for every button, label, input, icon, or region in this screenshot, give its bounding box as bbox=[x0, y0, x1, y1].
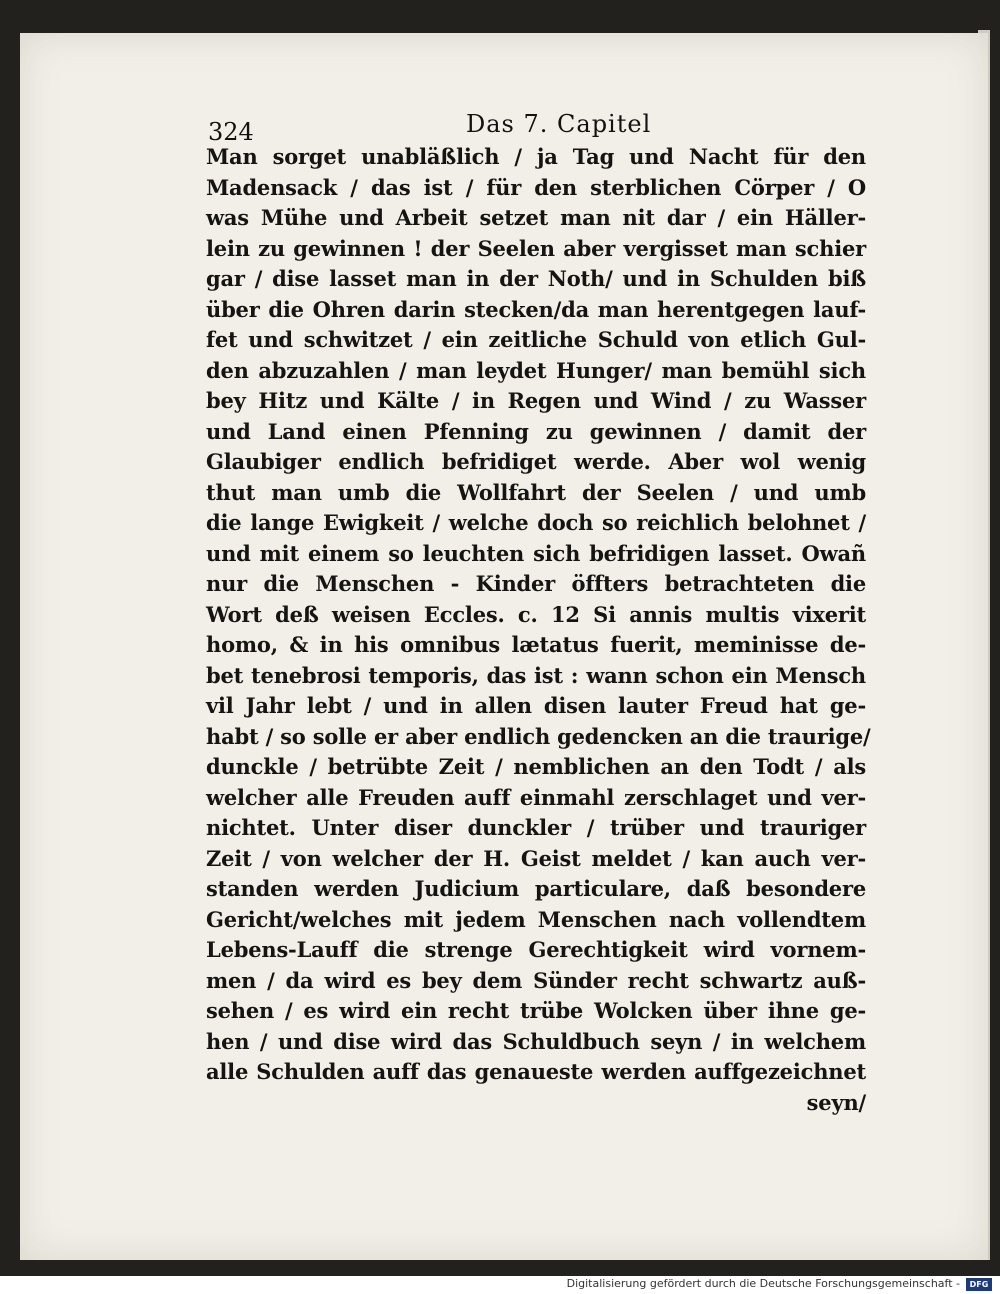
text-line: gar / dise lasset man in der Noth/ und in Schulden biß bbox=[206, 266, 866, 291]
text-line: alle Schulden auff das genaueste werden auffgezeichnet bbox=[206, 1059, 866, 1084]
text-line: lein zu gewinnen ! der Seelen aber vergisset man schier bbox=[206, 235, 866, 261]
page-number: 324 bbox=[208, 118, 254, 146]
text-line: Glaubiger endlich befridiget werde. Aber wol wenig bbox=[206, 449, 866, 474]
text-line: was Mühe und Arbeit setzet man nit dar / ein Häller- bbox=[206, 205, 866, 230]
text-line: dunckle / betrübte Zeit / nemblichen an den Todt / als bbox=[206, 754, 866, 779]
text-line: seyn/ bbox=[806, 1089, 866, 1115]
text-line: Lebens-Lauff die strenge Gerechtigkeit wird vornem- bbox=[206, 937, 866, 962]
footer-credit: Digitalisierung gefördert durch die Deutsche Forschungsgemeinschaft - bbox=[566, 1277, 960, 1290]
text-line: homo, & in his omnibus lætatus fuerit, meminisse de- bbox=[206, 632, 866, 657]
text-line: welcher alle Freuden auff einmahl zerschlaget und ver- bbox=[206, 784, 866, 810]
text-line: hen / und dise wird das Schuldbuch seyn / in welchem bbox=[206, 1028, 866, 1054]
text-line: thut man umb die Wollfahrt der Seelen / und umb bbox=[206, 479, 866, 505]
text-line: men / da wird es bey dem Sünder recht schwartz auß- bbox=[206, 967, 866, 993]
text-line: Wort deß weisen Eccles. c. 12 Si annis multis vixerit bbox=[206, 601, 866, 627]
text-line: nichtet. Unter diser dunckler / trüber und trauriger bbox=[206, 815, 866, 840]
text-line: vil Jahr lebt / und in allen disen lauter Freud hat ge- bbox=[206, 693, 866, 718]
text-line: den abzuzahlen / man leydet Hunger/ man bemühl sich bbox=[206, 357, 866, 383]
page-header bbox=[208, 110, 858, 146]
dfg-logo: DFG bbox=[966, 1278, 992, 1291]
text-line: Man sorget unabläßlich / ja Tag und Nacht für den bbox=[206, 144, 866, 169]
text-line: standen werden Judicium particulare, daß besondere bbox=[206, 876, 866, 901]
text-line: Gericht/welches mit jedem Menschen nach vollendtem bbox=[206, 906, 866, 932]
text-line: fet und schwitzet / ein zeitliche Schuld von etlich Gul- bbox=[206, 327, 866, 352]
text-line: habt / so solle er aber endlich gedencken an die traurige/ bbox=[206, 723, 871, 749]
text-line: und mit einem so leuchten sich befridigen lasset. Owañ bbox=[206, 540, 866, 566]
text-line: sehen / es wird ein recht trübe Wolcken über ihne ge- bbox=[206, 998, 866, 1023]
text-line: bet tenebrosi temporis, das ist : wann schon ein Mensch bbox=[206, 662, 866, 688]
text-line: nur die Menschen - Kinder öffters betrachteten die bbox=[206, 571, 866, 596]
text-line: und Land einen Pfenning zu gewinnen / damit der bbox=[206, 418, 866, 444]
footer-bar bbox=[0, 1276, 1000, 1294]
text-line: Madensack / das ist / für den sterblichen Cörper / O bbox=[206, 174, 866, 200]
text-line: Zeit / von welcher der H. Geist meldet / kan auch ver- bbox=[206, 845, 866, 871]
body-text bbox=[206, 142, 871, 1118]
text-line: über die Ohren darin stecken/da man herentgegen lauf- bbox=[206, 296, 866, 322]
text-line: bey Hitz und Kälte / in Regen und Wind / zu Wasser bbox=[206, 388, 866, 413]
running-title: Das 7. Capitel bbox=[466, 110, 652, 138]
text-line: die lange Ewigkeit / welche doch so reichlich belohnet / bbox=[206, 510, 866, 535]
